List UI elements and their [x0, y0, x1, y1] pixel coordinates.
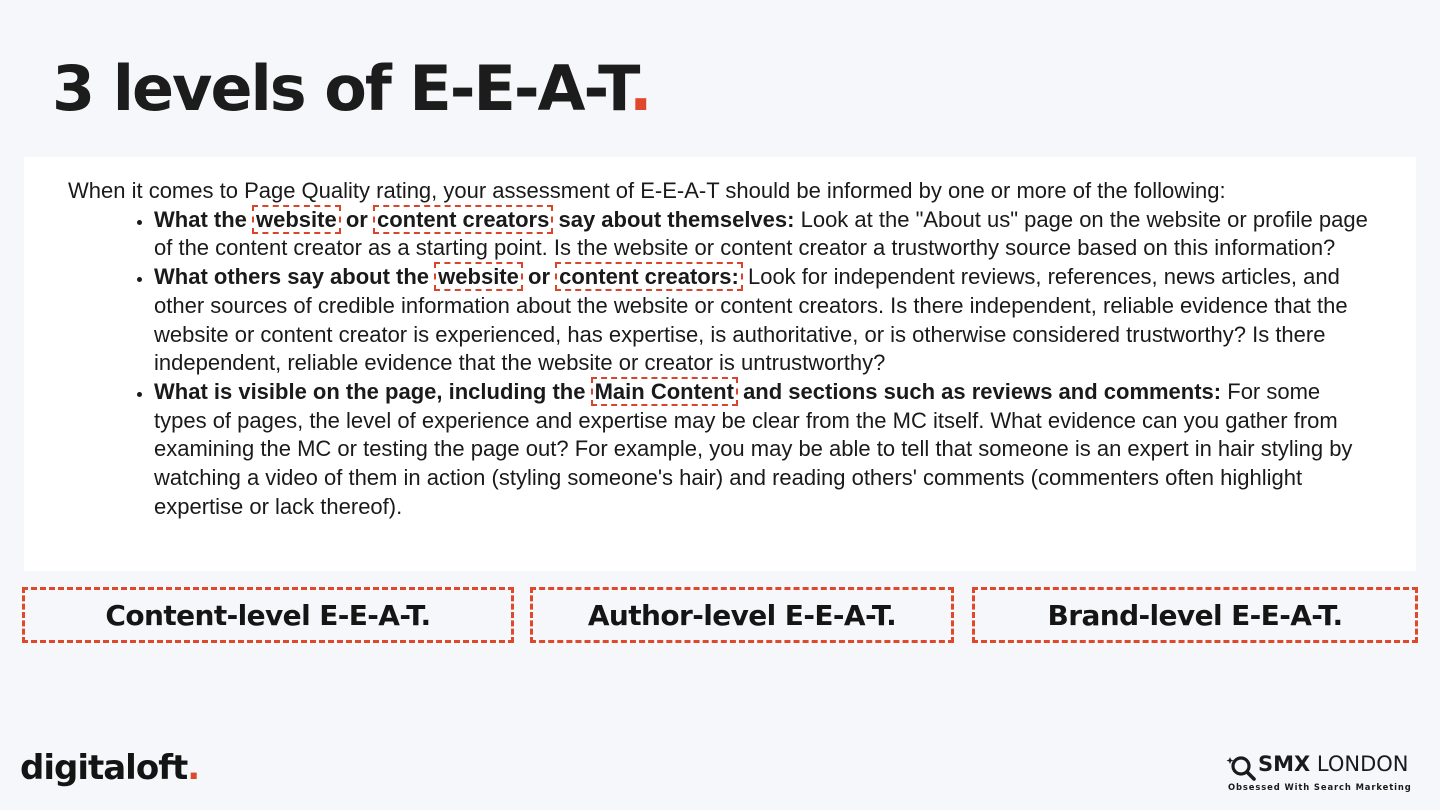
- highlight-website: website: [252, 205, 341, 234]
- criteria-body: Look at the "About us" page on the website or profile page of the content creator as a starting point. Is the website or content creator a trustworthy source based on this information?: [154, 206, 1368, 261]
- heading-text: and sections such as reviews and comments:: [743, 378, 1222, 404]
- criteria-body: For some types of pages, the level of experience and expertise may be clear from the MC itself. What evidence can you gather from examining the MC or testing the page out? For example, you may be able to tell that someone is an expert in hair styling by watching a video of them in action (styling someone's hair) and reading others' comments (commenters often highlight expertise or lack thereof).: [154, 378, 1353, 519]
- logo-text: digitaloft: [20, 748, 188, 788]
- criteria-heading: [154, 379, 1221, 404]
- logo-dot: .: [187, 748, 200, 788]
- author-level-box: Author-level E-E-A-T.: [530, 587, 954, 643]
- criteria-item-others: [154, 263, 1376, 378]
- digitaloft-logo: [20, 748, 199, 788]
- content-level-box: Content-level E-E-A-T.: [22, 587, 514, 643]
- title-dot: .: [629, 52, 651, 125]
- smx-wordmark: [1258, 752, 1409, 776]
- excerpt-intro: When it comes to Page Quality rating, your assessment of E-E-A-T should be informed by one or more of the following:: [68, 178, 1226, 203]
- criteria-item-visible: [154, 378, 1376, 522]
- highlight-website: website: [434, 262, 523, 291]
- guidelines-excerpt: [24, 157, 1416, 571]
- highlight-content-creators: content creators: [373, 205, 553, 234]
- highlight-content-creators: content creators:: [555, 262, 743, 291]
- magnifier-icon: [1226, 754, 1260, 782]
- smx-tagline: Obsessed With Search Marketing: [1228, 782, 1412, 792]
- slide-title-text: 3 levels of E-E-A-T: [52, 52, 630, 125]
- criteria-item-self: [154, 206, 1376, 263]
- heading-text: What the: [154, 206, 247, 232]
- heading-text: What is visible on the page, including the: [154, 378, 586, 404]
- slide-title: [52, 52, 651, 125]
- eeat-levels: [0, 587, 1440, 643]
- criteria-body: Look for independent reviews, references, news articles, and other sources of credible information about the website or content creators. Is there independent, reliable evidence that the website or content creator is experienced, has expertise, is authoritative, or is otherwise considered trustworthy? Is there independent, reliable evidence that the website or creator is untrustworthy?: [154, 264, 1348, 376]
- criteria-list: [68, 206, 1376, 522]
- smx-bold: SMX: [1258, 752, 1311, 776]
- highlight-main-content: Main Content: [591, 377, 738, 406]
- brand-level-box: Brand-level E-E-A-T.: [972, 587, 1418, 643]
- heading-text: or: [345, 206, 368, 232]
- heading-text: say about themselves:: [558, 206, 795, 232]
- criteria-heading: [154, 207, 794, 232]
- heading-text: What others say about the: [154, 264, 430, 290]
- smx-location: LONDON: [1310, 752, 1409, 776]
- criteria-heading: [154, 264, 742, 289]
- heading-text: or: [528, 264, 550, 290]
- smx-london-logo: [1226, 750, 1420, 794]
